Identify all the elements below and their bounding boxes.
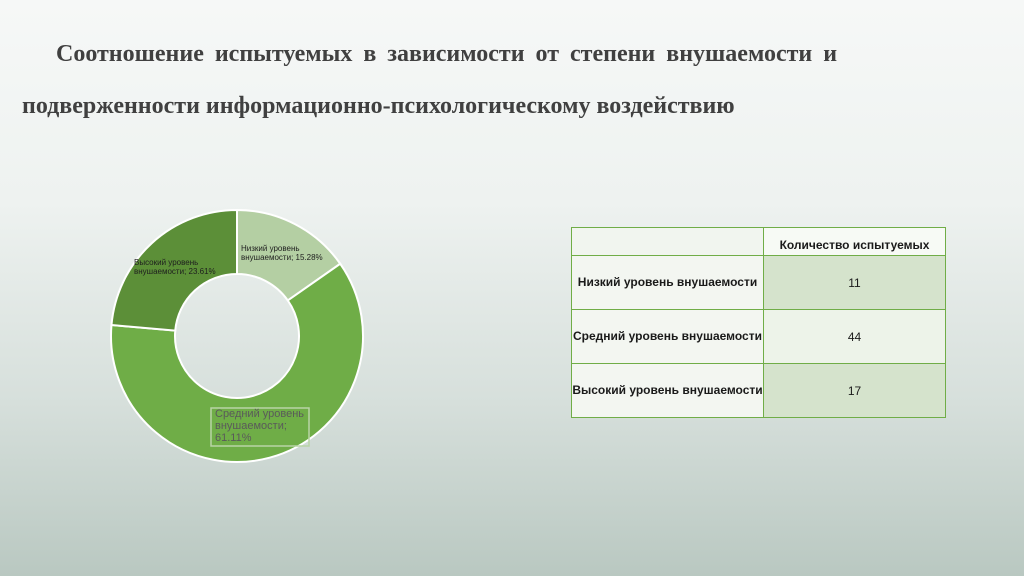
row-label-low: Низкий уровень внушаемости (572, 256, 764, 310)
row-value-low: 11 (764, 256, 946, 310)
table-row (572, 256, 946, 310)
data-label-line: Низкий уровень (241, 244, 300, 253)
slide-title-line-2: подверженности информационно-психологическому воздействию (22, 93, 735, 119)
table-row (572, 364, 946, 418)
row-value-medium: 44 (764, 310, 946, 364)
row-label-medium: Средний уровень внушаемости (572, 310, 764, 364)
subjects-table (571, 227, 946, 418)
data-label-line: Средний уровень (215, 408, 305, 420)
data-label-line: 61.11% (215, 432, 252, 444)
row-label-high: Высокий уровень внушаемости (572, 364, 764, 418)
table-header-row (572, 228, 946, 256)
data-label-line: внушаемости; (215, 420, 287, 432)
row-value-high: 17 (764, 364, 946, 418)
table-corner-cell (572, 228, 764, 256)
column-header-count: Количество испытуемых (764, 228, 946, 256)
slide-title-line-1: Соотношение испытуемых в зависимости от степени внушаемости и (56, 41, 838, 67)
data-label-line: внушаемости; 23.61% (134, 267, 216, 276)
data-label-line: Высокий уровень (134, 258, 199, 267)
data-label-line: внушаемости; 15.28% (241, 253, 323, 262)
table-row (572, 310, 946, 364)
